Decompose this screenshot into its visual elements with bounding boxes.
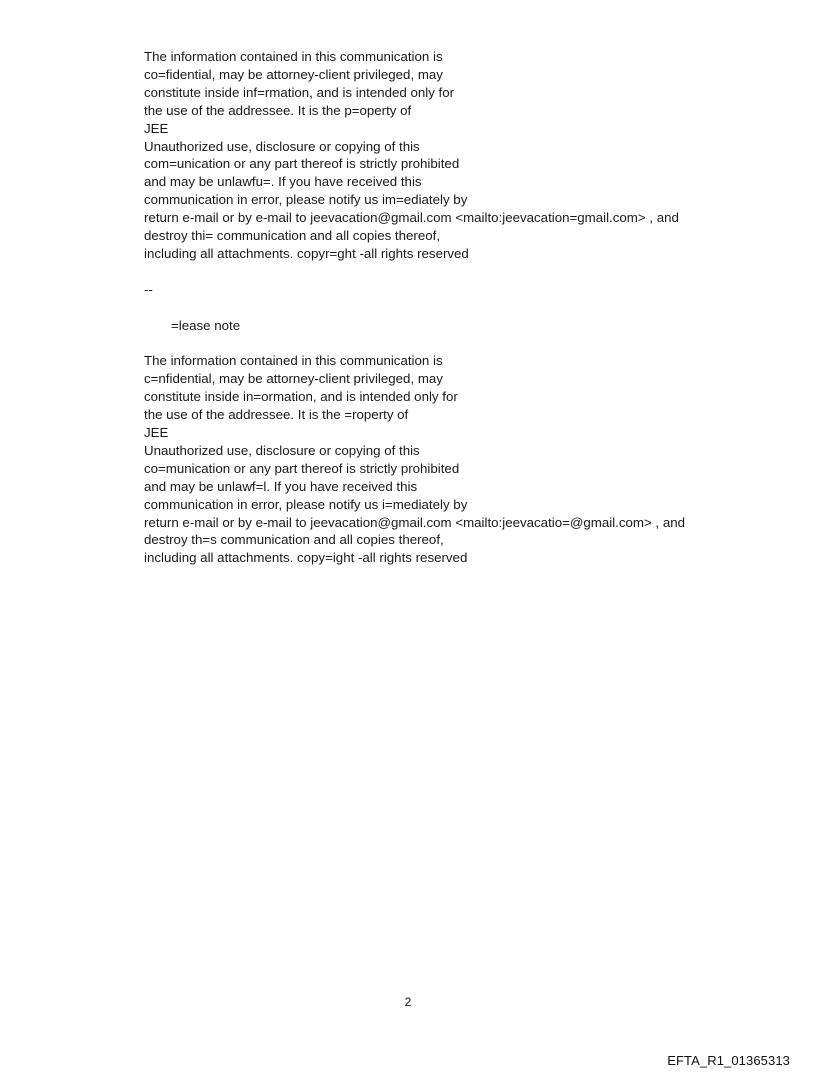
text-line: return e-mail or by e-mail to jeevacation@gmail.com <mailto:jeevacatio=@gmail.com> , and [144, 514, 686, 530]
text-line: the use of the addressee. It is the =roperty of [144, 407, 409, 423]
text-line: constitute inside in=ormation, and is intended only for [144, 389, 458, 405]
text-line: Unauthorized use, disclosure or copying of this [144, 442, 420, 458]
page-number: 2 [404, 995, 412, 1009]
text-line: including all attachments. copy=ight -all rights reserved [144, 550, 468, 566]
text-line: JEE [144, 120, 169, 136]
text-line: constitute inside inf=rmation, and is intended only for [144, 84, 455, 100]
disclaimer-paragraph-1 [144, 48, 744, 263]
text-line: JEE [144, 424, 169, 440]
text-line: including all attachments. copyr=ght -all rights reserved [144, 245, 469, 261]
text-line: co=munication or any part thereof is strictly prohibited [144, 460, 460, 476]
blank-line [144, 263, 744, 281]
text-line: communication in error, please notify us im=ediately by [144, 192, 468, 208]
email-body [144, 48, 744, 567]
text-line: communication in error, please notify us i=mediately by [144, 496, 468, 512]
text-line: the use of the addressee. It is the p=operty of [144, 102, 412, 118]
text-line: and may be unlawf=l. If you have received this [144, 478, 418, 494]
text-line: co=fidential, may be attorney-client privileged, may [144, 66, 443, 82]
text-line: The information contained in this communication is [144, 49, 443, 64]
disclaimer-paragraph-2 [144, 352, 744, 567]
text-line: com=unication or any part thereof is strictly prohibited [144, 156, 460, 172]
signature-separator: -- [144, 281, 153, 297]
blank-line [144, 299, 744, 317]
text-line: destroy th=s communication and all copies thereof, [144, 532, 444, 548]
note-line: =lease note [171, 317, 241, 333]
text-line: return e-mail or by e-mail to jeevacation@gmail.com <mailto:jeevacation=gmail.com> , and [144, 210, 679, 226]
text-line: c=nfidential, may be attorney-client privileged, may [144, 371, 443, 387]
blank-line [144, 334, 744, 352]
document-id: EFTA_R1_01365313 [667, 1053, 790, 1068]
text-line: The information contained in this communication is [144, 353, 443, 369]
text-line: destroy thi= communication and all copies thereof, [144, 228, 441, 244]
text-line: Unauthorized use, disclosure or copying of this [144, 138, 420, 154]
text-line: and may be unlawfu=. If you have received this [144, 174, 422, 190]
